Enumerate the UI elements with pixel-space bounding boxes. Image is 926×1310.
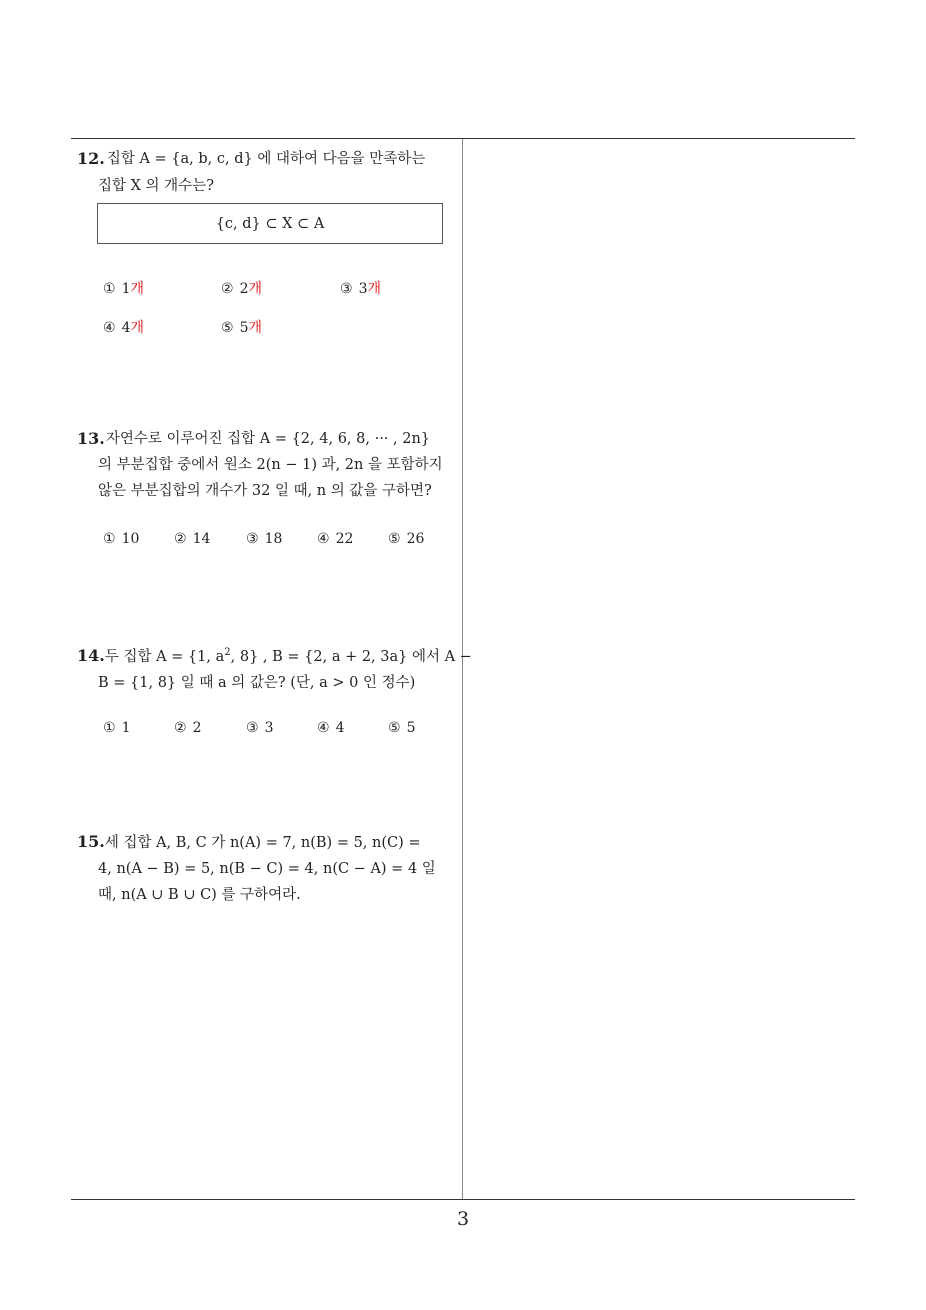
- question-text-pre: 두 집합 A = {1, a: [104, 648, 225, 665]
- option-4[interactable]: [317, 531, 353, 547]
- option-4[interactable]: [317, 720, 344, 736]
- option-value: 10: [121, 531, 140, 547]
- option-value: 4: [335, 720, 345, 736]
- top-rule: [71, 138, 855, 139]
- question-13-line-3: 않은 부분집합의 개수가 32 일 때, n 의 값을 구하면?: [98, 483, 432, 499]
- option-mark: ③: [246, 720, 259, 736]
- option-value: 4: [121, 320, 131, 336]
- option-mark: ②: [221, 281, 234, 297]
- question-number: 13.: [77, 429, 105, 448]
- question-15-line-2: 4, n(A − B) = 5, n(B − C) = 4, n(C − A) = 4 일: [98, 861, 436, 877]
- option-2[interactable]: [174, 720, 201, 736]
- option-4[interactable]: [103, 317, 144, 337]
- option-value: 2: [239, 281, 249, 297]
- option-value: 1: [121, 281, 131, 297]
- option-mark: ④: [317, 720, 330, 736]
- column-divider: [462, 139, 463, 1200]
- condition-formula: {c, d} ⊂ X ⊂ A: [215, 215, 325, 232]
- option-unit: 개: [130, 320, 145, 336]
- option-5[interactable]: [221, 317, 262, 337]
- question-14-line-2: B = {1, 8} 일 때 a 의 값은? (단, a > 0 인 정수): [98, 674, 416, 691]
- option-value: 22: [335, 531, 354, 547]
- question-15-line-3: 때, n(A ∪ B ∪ C) 를 구하여라.: [98, 887, 301, 903]
- option-5[interactable]: [388, 531, 424, 547]
- option-mark: ④: [317, 531, 330, 547]
- option-value: 3: [358, 281, 368, 297]
- option-value: 1: [121, 720, 131, 736]
- option-unit: 개: [367, 281, 382, 297]
- option-value: 2: [192, 720, 202, 736]
- question-14: [77, 640, 472, 696]
- bottom-rule: [71, 1199, 855, 1200]
- question-number: 12.: [77, 149, 105, 168]
- option-value: 5: [239, 320, 249, 336]
- option-mark: ④: [103, 320, 116, 336]
- question-12: [77, 146, 457, 199]
- option-value: 5: [406, 720, 416, 736]
- question-15: [77, 829, 457, 908]
- question-number: 14.: [77, 645, 105, 665]
- question-12-line-2: 집합 X 의 개수는?: [98, 178, 214, 194]
- option-mark: ①: [103, 720, 116, 736]
- option-value: 18: [264, 531, 283, 547]
- question-12-line-1: [77, 146, 457, 173]
- question-number: 15.: [77, 832, 105, 851]
- option-mark: ②: [174, 720, 187, 736]
- question-text: 집합 A = {a, b, c, d} 에 대하여 다음을 만족하는: [106, 151, 426, 167]
- question-text-post: , 8} , B = {2, a + 2, 3a} 에서 A −: [230, 648, 472, 665]
- question-13-line-2: 의 부분집합 중에서 원소 2(n − 1) 과, 2n 을 포함하지: [98, 457, 443, 473]
- question-13-line-1: [77, 426, 457, 452]
- condition-box: [97, 203, 443, 244]
- option-mark: ③: [340, 281, 353, 297]
- option-mark: ①: [103, 531, 116, 547]
- question-text: 세 집합 A, B, C 가 n(A) = 7, n(B) = 5, n(C) =: [104, 835, 421, 851]
- option-unit: 개: [130, 281, 145, 297]
- question-13: [77, 426, 457, 504]
- option-2[interactable]: [221, 278, 262, 298]
- option-value: 26: [406, 531, 425, 547]
- option-3[interactable]: [246, 720, 273, 736]
- option-unit: 개: [248, 281, 263, 297]
- option-mark: ⑤: [388, 531, 401, 547]
- question-text-superscript: 2: [224, 647, 231, 658]
- question-text: 자연수로 이루어진 집합 A = {2, 4, 6, 8, ··· , 2n}: [105, 431, 431, 447]
- question-14-line-1: [77, 640, 472, 670]
- option-mark: ⑤: [221, 320, 234, 336]
- question-15-line-1: [77, 829, 457, 856]
- option-mark: ①: [103, 281, 116, 297]
- option-1[interactable]: [103, 531, 139, 547]
- option-mark: ③: [246, 531, 259, 547]
- option-3[interactable]: [340, 278, 381, 298]
- option-1[interactable]: [103, 278, 144, 298]
- option-2[interactable]: [174, 531, 210, 547]
- option-5[interactable]: [388, 720, 415, 736]
- option-mark: ②: [174, 531, 187, 547]
- option-3[interactable]: [246, 531, 282, 547]
- page-number: 3: [456, 1208, 470, 1230]
- option-value: 14: [192, 531, 211, 547]
- option-unit: 개: [248, 320, 263, 336]
- option-value: 3: [264, 720, 274, 736]
- option-mark: ⑤: [388, 720, 401, 736]
- option-1[interactable]: [103, 720, 130, 736]
